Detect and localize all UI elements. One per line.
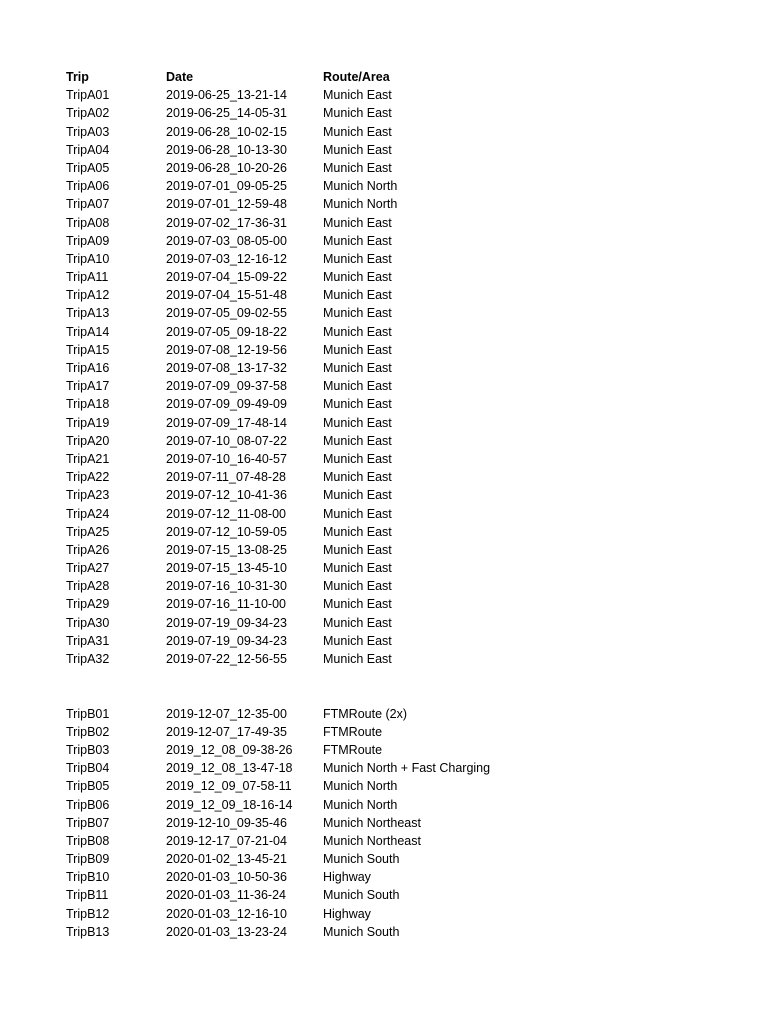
date-cell: 2019-06-25_14-05-31 <box>166 106 287 121</box>
trip-cell: TripA29 <box>66 597 110 612</box>
route-area-cell: Munich North <box>323 797 398 812</box>
date-cell: 2019-07-09_17-48-14 <box>166 415 287 430</box>
route-area-cell: Munich East <box>323 542 392 557</box>
date-cell: 2019-07-01_12-59-48 <box>166 197 287 212</box>
route-area-cell: Munich East <box>323 433 392 448</box>
route-area-cell: Munich East <box>323 379 392 394</box>
trip-cell: TripA30 <box>66 615 110 630</box>
date-cell: 2019-07-10_16-40-57 <box>166 451 287 466</box>
route-area-cell: Highway <box>323 870 371 885</box>
trip-cell: TripA07 <box>66 197 110 212</box>
route-area-cell: Munich East <box>323 160 392 175</box>
route-area-cell: Munich East <box>323 270 392 285</box>
trip-cell: TripA15 <box>66 342 110 357</box>
date-cell: 2019-12-17_07-21-04 <box>166 833 287 848</box>
trip-cell: TripA02 <box>66 106 110 121</box>
trip-cell: TripA18 <box>66 397 110 412</box>
trip-cell: TripB10 <box>66 870 110 885</box>
route-area-cell: Munich East <box>323 488 392 503</box>
header-route-area: Route/Area <box>323 70 390 84</box>
trip-cell: TripB09 <box>66 852 110 867</box>
trip-cell: TripA28 <box>66 579 110 594</box>
route-area-cell: Munich East <box>323 106 392 121</box>
trip-cell: TripB08 <box>66 833 110 848</box>
trip-cell: TripB01 <box>66 706 110 721</box>
route-area-cell: Munich East <box>323 561 392 576</box>
date-cell: 2019-07-08_12-19-56 <box>166 342 287 357</box>
date-cell: 2019-07-16_10-31-30 <box>166 579 287 594</box>
trip-cell: TripA03 <box>66 124 110 139</box>
date-cell: 2019-07-02_17-36-31 <box>166 215 287 230</box>
trip-cell: TripA21 <box>66 451 110 466</box>
route-area-cell: Munich East <box>323 233 392 248</box>
route-area-cell: Munich East <box>323 251 392 266</box>
route-area-cell: Munich North + Fast Charging <box>323 761 491 776</box>
trip-cell: TripB06 <box>66 797 110 812</box>
route-area-cell: Munich East <box>323 524 392 539</box>
trip-cell: TripB03 <box>66 742 110 757</box>
date-cell: 2019-07-10_08-07-22 <box>166 433 287 448</box>
date-cell: 2019-07-05_09-18-22 <box>166 324 287 339</box>
route-area-cell: Munich East <box>323 88 392 103</box>
trip-cell: TripA24 <box>66 506 110 521</box>
date-cell: 2019-07-03_12-16-12 <box>166 251 287 266</box>
trip-cell: TripB13 <box>66 924 110 939</box>
route-area-cell: Munich South <box>323 852 400 867</box>
header-trip: Trip <box>66 70 89 84</box>
trip-cell: TripA17 <box>66 379 110 394</box>
trip-cell: TripA13 <box>66 306 110 321</box>
date-cell: 2019_12_09_18-16-14 <box>166 797 293 812</box>
date-cell: 2019-07-11_07-48-28 <box>166 470 287 485</box>
date-cell: 2020-01-03_11-36-24 <box>166 888 287 903</box>
date-cell: 2019-07-01_09-05-25 <box>166 179 287 194</box>
date-cell: 2019-07-19_09-34-23 <box>166 615 287 630</box>
trip-cell: TripA16 <box>66 361 110 375</box>
trip-cell: TripB05 <box>66 779 110 794</box>
trip-cell: TripA25 <box>66 524 110 539</box>
date-cell: 2019-07-12_10-59-05 <box>166 524 287 539</box>
route-area-cell: Munich East <box>323 652 392 666</box>
trip-cell: TripA27 <box>66 561 110 576</box>
route-area-cell: Munich East <box>323 470 392 485</box>
trip-cell: TripA05 <box>66 160 110 175</box>
route-area-cell: FTMRoute <box>323 724 383 739</box>
date-cell: 2019-07-22_12-56-55 <box>166 652 287 666</box>
route-area-cell: Munich East <box>323 361 392 375</box>
header-date: Date <box>166 70 194 84</box>
trip-cell: TripB12 <box>66 906 110 921</box>
trip-cell: TripA20 <box>66 433 110 448</box>
date-cell: 2019-07-05_09-02-55 <box>166 306 287 321</box>
date-cell: 2019_12_09_07-58-11 <box>166 779 292 794</box>
date-cell: 2019-07-12_10-41-36 <box>166 488 287 503</box>
route-area-cell: Munich East <box>323 506 392 521</box>
date-cell: 2019-06-28_10-13-30 <box>166 142 287 157</box>
trip-cell: TripB07 <box>66 815 110 830</box>
route-area-cell: Munich East <box>323 306 392 321</box>
date-cell: 2020-01-03_10-50-36 <box>166 870 287 885</box>
trip-cell: TripA10 <box>66 251 110 266</box>
route-area-cell: Munich North <box>323 779 398 794</box>
route-area-cell: Munich East <box>323 615 392 630</box>
date-cell: 2019-07-03_08-05-00 <box>166 233 287 248</box>
route-area-cell: Munich South <box>323 924 400 939</box>
route-area-cell: Munich East <box>323 215 392 230</box>
route-area-cell: Munich East <box>323 288 392 303</box>
route-area-cell: Munich East <box>323 397 392 412</box>
trip-cell: TripB02 <box>66 724 110 739</box>
date-cell: 2020-01-03_12-16-10 <box>166 906 287 921</box>
route-area-cell: Munich East <box>323 342 392 357</box>
route-area-cell: Munich South <box>323 888 400 903</box>
trip-cell: TripA23 <box>66 488 110 503</box>
route-area-cell: FTMRoute <box>323 742 383 757</box>
date-cell: 2019-07-04_15-51-48 <box>166 288 287 303</box>
trip-cell: TripB04 <box>66 761 110 776</box>
route-area-cell: Munich East <box>323 124 392 139</box>
trip-cell: TripA08 <box>66 215 110 230</box>
date-cell: 2019_12_08_13-47-18 <box>166 761 293 776</box>
route-area-cell: FTMRoute (2x) <box>323 706 408 721</box>
trip-cell: TripA09 <box>66 233 110 248</box>
date-cell: 2019-12-10_09-35-46 <box>166 815 287 830</box>
trip-cell: TripA14 <box>66 324 110 339</box>
trip-cell: TripA11 <box>66 270 109 285</box>
date-cell: 2019-07-09_09-37-58 <box>166 379 287 394</box>
route-area-cell: Munich East <box>323 451 392 466</box>
date-cell: 2019-07-12_11-08-00 <box>166 506 287 521</box>
date-cell: 2019-07-16_11-10-00 <box>166 597 287 612</box>
trip-cell: TripA12 <box>66 288 110 303</box>
route-area-cell: Munich East <box>323 142 392 157</box>
date-cell: 2019-07-09_09-49-09 <box>166 397 287 412</box>
date-cell: 2019-07-04_15-09-22 <box>166 270 287 285</box>
trip-cell: TripA19 <box>66 415 110 430</box>
date-cell: 2019_12_08_09-38-26 <box>166 742 293 757</box>
date-cell: 2019-06-28_10-20-26 <box>166 160 287 175</box>
date-cell: 2020-01-02_13-45-21 <box>166 852 287 867</box>
route-area-cell: Munich East <box>323 597 392 612</box>
date-cell: 2019-12-07_12-35-00 <box>166 706 287 721</box>
date-cell: 2019-06-25_13-21-14 <box>166 88 287 103</box>
route-area-cell: Munich North <box>323 179 398 194</box>
route-area-cell: Munich Northeast <box>323 833 421 848</box>
route-area-cell: Munich East <box>323 633 392 648</box>
trip-cell: TripB11 <box>66 888 109 903</box>
route-area-cell: Munich Northeast <box>323 815 421 830</box>
date-cell: 2020-01-03_13-23-24 <box>166 924 287 939</box>
trip-cell: TripA04 <box>66 142 110 157</box>
route-area-cell: Highway <box>323 906 371 921</box>
trip-cell: TripA32 <box>66 652 110 666</box>
route-area-cell: Munich East <box>323 324 392 339</box>
date-cell: 2019-07-08_13-17-32 <box>166 361 287 375</box>
date-cell: 2019-12-07_17-49-35 <box>166 724 287 739</box>
trip-cell: TripA06 <box>66 179 110 194</box>
route-area-cell: Munich East <box>323 579 392 594</box>
date-cell: 2019-07-15_13-08-25 <box>166 542 287 557</box>
date-cell: 2019-07-19_09-34-23 <box>166 633 287 648</box>
trip-cell: TripA31 <box>66 633 110 648</box>
trip-cell: TripA22 <box>66 470 110 485</box>
trip-cell: TripA26 <box>66 542 110 557</box>
route-area-cell: Munich North <box>323 197 398 212</box>
trip-cell: TripA01 <box>66 88 110 103</box>
date-cell: 2019-06-28_10-02-15 <box>166 124 287 139</box>
route-area-cell: Munich East <box>323 415 392 430</box>
date-cell: 2019-07-15_13-45-10 <box>166 561 287 576</box>
